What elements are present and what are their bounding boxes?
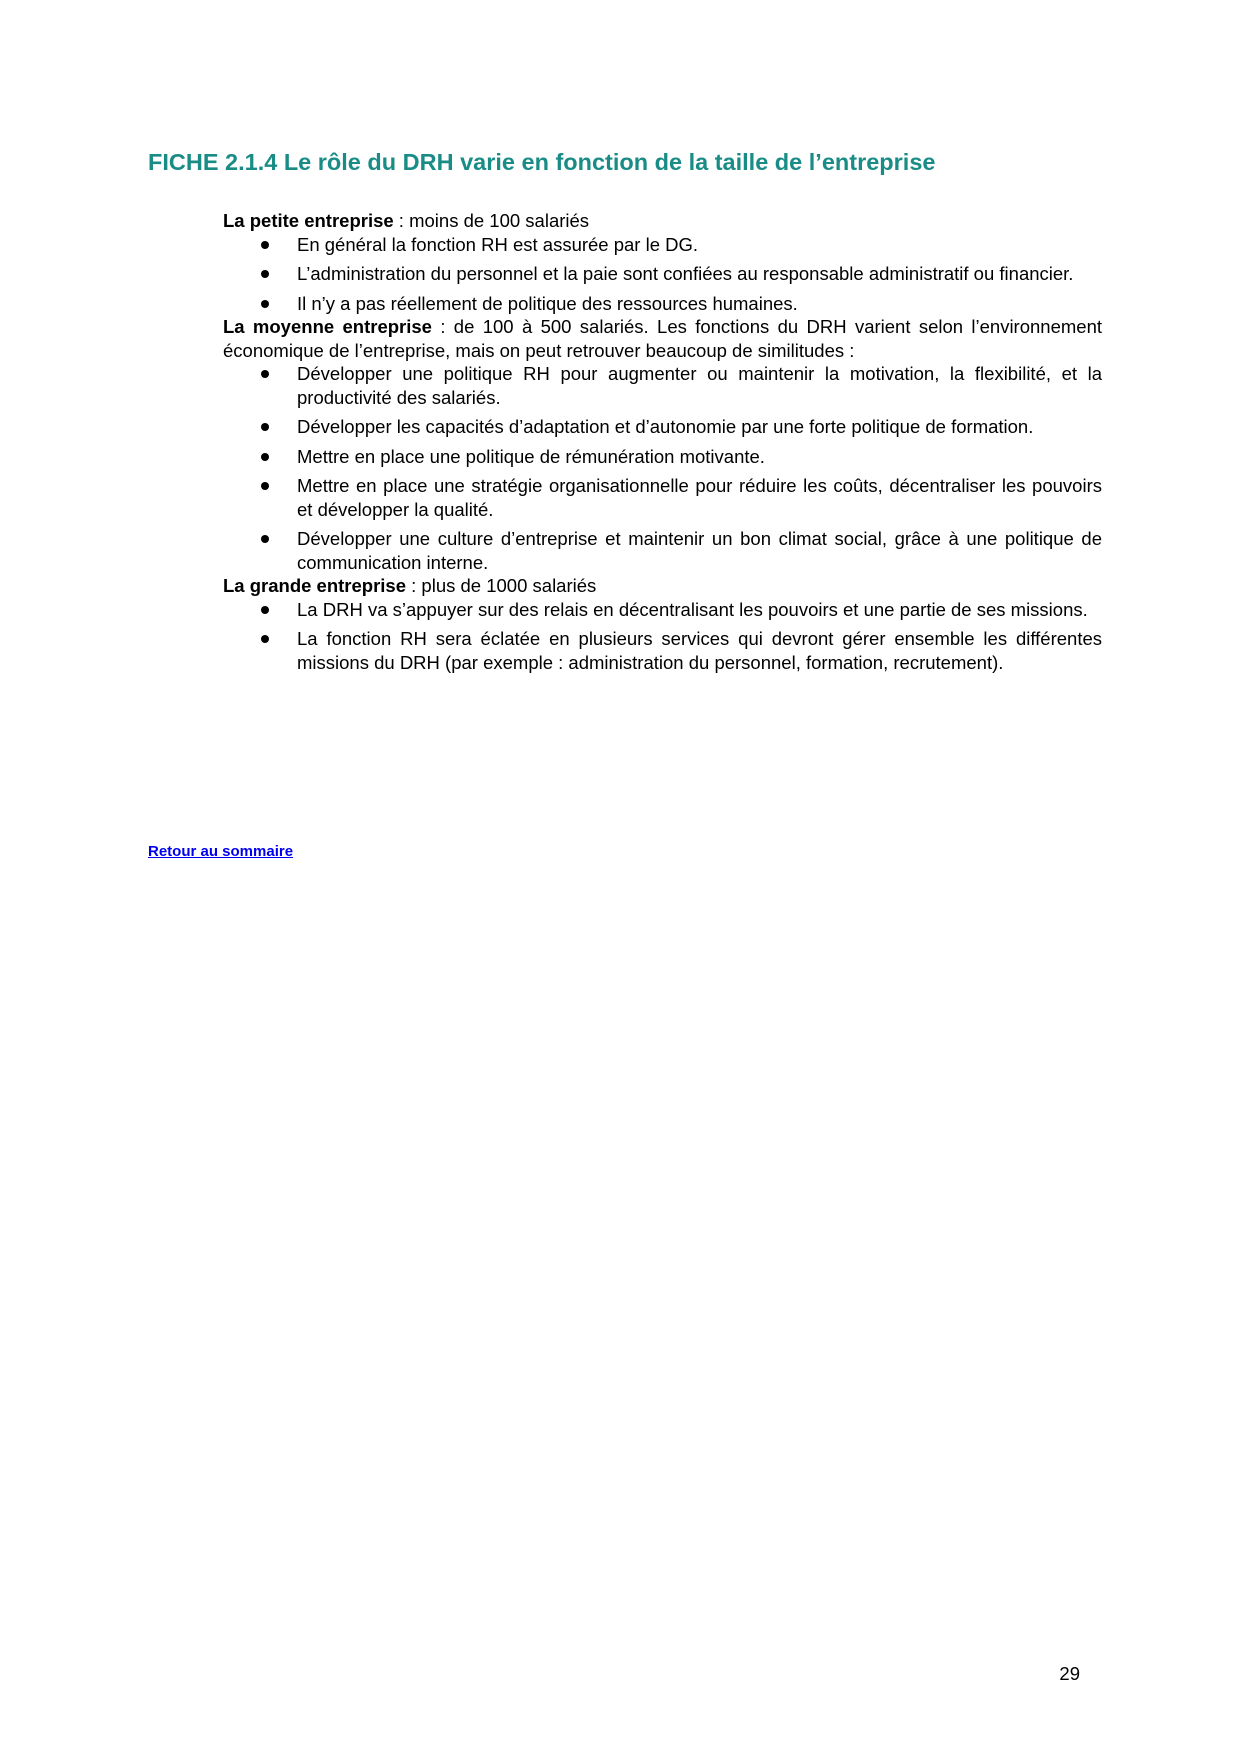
- list-item-text: L’administration du personnel et la paie sont confiées au responsable administratif ou financier.: [297, 263, 1074, 284]
- list-item: [223, 527, 1102, 574]
- list-item: [223, 445, 1102, 469]
- list-item: [223, 262, 1102, 286]
- bullet-list-moyenne-entreprise: [223, 362, 1102, 574]
- section-heading: La petite entreprise: [223, 210, 394, 231]
- list-item-text: Développer une politique RH pour augmenter ou maintenir la motivation, la flexibilité, et la productivité des salariés.: [297, 363, 1102, 408]
- back-to-summary-link[interactable]: Retour au sommaire: [148, 843, 294, 860]
- list-item-text: Développer une culture d’entreprise et maintenir un bon climat social, grâce à une politique de communication interne.: [297, 528, 1102, 573]
- section-intro: : de 100 à 500 salariés. Les fonctions du DRH varient selon l’environnement économique de l’entreprise, mais on peut retrouver beaucoup de similitudes :: [223, 316, 1102, 361]
- list-item-text: Mettre en place une politique de rémunération motivante.: [297, 445, 765, 467]
- section-heading: La moyenne entreprise: [223, 316, 432, 337]
- list-item-text: La fonction RH sera éclatée en plusieurs services qui devront gérer ensemble les différentes missions du DRH (par exemple : administration du personnel, formation, recrutement).: [297, 628, 1102, 673]
- section-petite-entreprise: [223, 209, 1102, 233]
- list-item: [223, 474, 1102, 521]
- bullet-icon: [261, 535, 269, 543]
- bullet-icon: [261, 453, 269, 461]
- list-item: [223, 627, 1102, 674]
- list-item-text: Développer les capacités d’adaptation et d’autonomie par une forte politique de formation.: [297, 416, 1034, 437]
- bullet-icon: [261, 482, 269, 490]
- list-item-text: La DRH va s’appuyer sur des relais en décentralisant les pouvoirs et une partie de ses missions.: [297, 598, 1088, 620]
- page-title: FICHE 2.1.4 Le rôle du DRH varie en fonction de la taille de l’entreprise: [148, 149, 936, 175]
- page-number: 29: [1059, 1663, 1080, 1684]
- bullet-list-grande-entreprise: [223, 598, 1102, 675]
- list-item: [223, 233, 1102, 257]
- list-item-text: Il n’y a pas réellement de politique des ressources humaines.: [297, 292, 798, 314]
- bullet-icon: [261, 300, 269, 308]
- section-intro: : plus de 1000 salariés: [406, 575, 597, 596]
- section-intro: : moins de 100 salariés: [393, 210, 590, 231]
- list-item-text: En général la fonction RH est assurée par le DG.: [297, 233, 699, 255]
- bullet-icon: [261, 370, 269, 378]
- bullet-icon: [261, 606, 269, 614]
- bullet-icon: [261, 270, 269, 278]
- list-item: [223, 362, 1102, 409]
- section-grande-entreprise: [223, 574, 1102, 598]
- list-item-text: Mettre en place une stratégie organisationnelle pour réduire les coûts, décentraliser les pouvoirs et développer la qualité.: [297, 475, 1102, 520]
- bullet-icon: [261, 423, 269, 431]
- bullet-list-petite-entreprise: [223, 233, 1102, 316]
- list-item: [223, 415, 1102, 439]
- list-item: [223, 598, 1102, 622]
- bullet-icon: [261, 635, 269, 643]
- section-moyenne-entreprise: [223, 315, 1102, 362]
- bullet-icon: [261, 241, 269, 249]
- document-body: [223, 209, 1102, 674]
- section-heading: La grande entreprise: [223, 575, 407, 596]
- list-item: [223, 292, 1102, 316]
